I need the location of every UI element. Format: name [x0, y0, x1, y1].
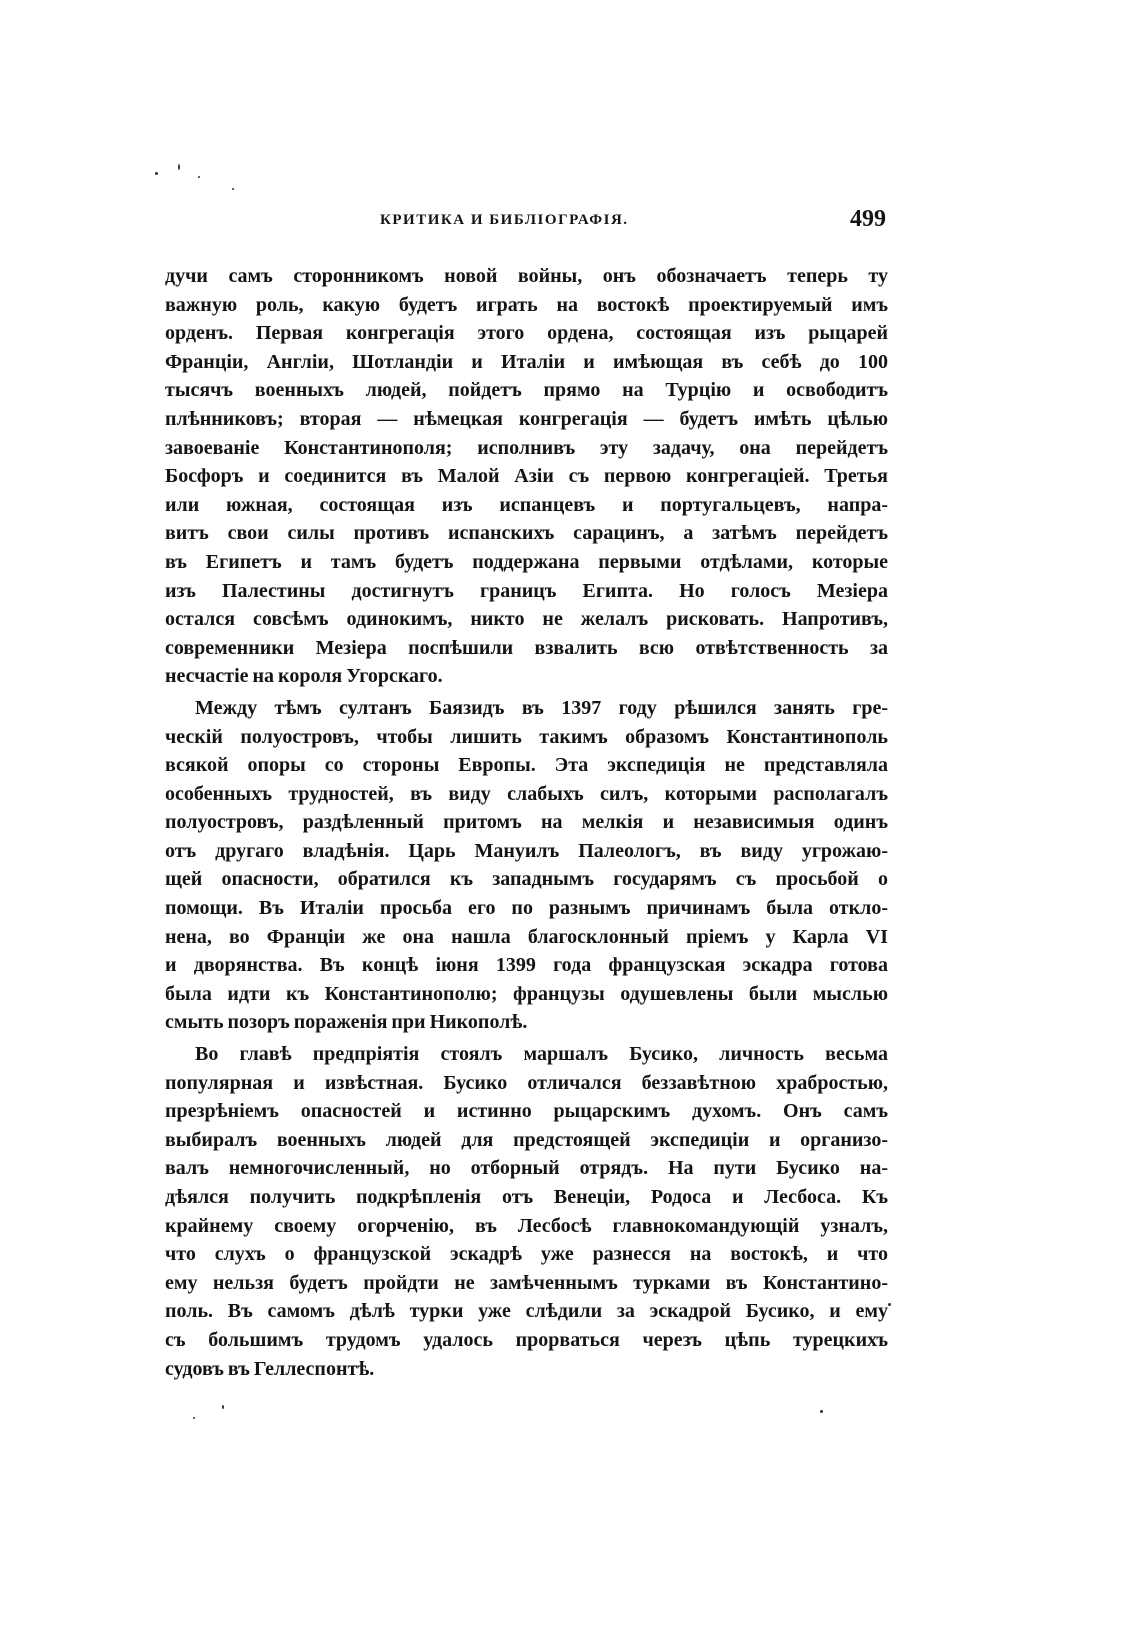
text-line: изъ Палестины достигнутъ границъ Египта. Но голосъ Мезiера: [165, 579, 888, 602]
text-line: важную роль, какую будетъ играть на востокѣ проектируемый имъ: [165, 293, 888, 316]
scan-speck: [193, 1417, 195, 1419]
running-head: КРИТИКА И БИБЛIОГРАФIЯ.: [380, 212, 629, 228]
page-header: [380, 206, 886, 240]
text-line: или южная, состоящая изъ испанцевъ и португальцевъ, напра-: [165, 493, 888, 516]
text-line: и дворянства. Въ концѣ iюня 1399 года французская эскадра готова: [165, 954, 888, 977]
scan-speck: [198, 176, 200, 178]
body-text: [165, 262, 888, 1386]
text-line: дѣялся получить подкрѣпленiя отъ Венецiи, Родоса и Лесбоса. Къ: [165, 1186, 888, 1208]
text-line: дучи самъ сторонникомъ новой войны, онъ обозначаетъ теперь ту: [165, 265, 888, 287]
text-line: съ большимъ трудомъ удалось прорваться черезъ цѣпь турецкихъ: [165, 1328, 888, 1351]
scan-speck: [232, 188, 234, 190]
text-line: поль. Въ самомъ дѣлѣ турки уже слѣдили за эскадрой Бусико, и ему: [165, 1300, 888, 1323]
text-line: орденъ. Первая конгрегацiя этого ордена, состоящая изъ рыцарей: [165, 322, 888, 345]
scan-speck: [888, 1303, 891, 1306]
text-line: всякой опоры со стороны Европы. Эта экспедицiя не представляла: [165, 754, 888, 777]
text-line: Босфоръ и соединится въ Малой Азiи съ первою конгрегацiей. Третья: [165, 465, 888, 488]
text-line: нена, во Францiи же она нашла благосклонный прiемъ у Карла VI: [165, 925, 888, 948]
text-line: завоеванiе Константинополя; исполнивъ эту задачу, она перейдетъ: [165, 436, 888, 459]
text-line: плѣнниковъ; вторая — нѣмецкая конгрегацiя — будетъ имѣть цѣлью: [165, 407, 888, 430]
text-line: что слухъ о французской эскадрѣ уже разнесся на востокѣ, и что: [165, 1243, 888, 1266]
scan-speck: [155, 172, 158, 175]
paragraph-2: [165, 694, 888, 1037]
text-line: валъ немногочисленный, но отборный отрядъ. На пути Бусико на-: [165, 1157, 888, 1180]
text-line: Францiи, Англiи, Шотландiи и Италiи и имѣющая въ себѣ до 100: [165, 350, 888, 373]
text-line: смыть позоръ пораженiя при Никополѣ.: [165, 1011, 528, 1034]
paragraph-3: [165, 1040, 888, 1383]
text-line: была идти къ Константинополю; французы одушевлены были мыслью: [165, 982, 888, 1005]
scan-speck: [820, 1410, 823, 1413]
text-line: ческiй полуостровъ, чтобы лишить такимъ образомъ Константинополь: [165, 725, 888, 748]
text-line: отъ другаго владѣнiя. Царь Мануилъ Палеологъ, въ виду угрожаю-: [165, 839, 888, 862]
text-line: Во главѣ предпрiятiя стоялъ маршалъ Бусико, личность весьма: [195, 1043, 888, 1066]
text-line: щей опасности, обратился къ западнымъ государямъ съ просьбой о: [165, 868, 888, 891]
text-line: Между тѣмъ султанъ Баязидъ въ 1397 году рѣшился занять гре-: [195, 696, 888, 719]
text-line: въ Египетъ и тамъ будетъ поддержана первыми отдѣлами, которые: [165, 550, 888, 573]
text-line: особенныхъ трудностей, въ виду слабыхъ силъ, которыми располагалъ: [165, 782, 888, 805]
text-line: несчастiе на короля Угорскаго.: [165, 665, 443, 688]
scan-speck: [178, 164, 180, 170]
text-line: современники Мезiера поспѣшили взвалить всю отвѣтственность за: [165, 636, 888, 659]
paragraph-1: [165, 262, 888, 691]
text-line: презрѣнiемъ опасностей и истинно рыцарскимъ духомъ. Онъ самъ: [165, 1100, 888, 1123]
scan-speck: [222, 1405, 224, 1409]
text-line: тысячъ военныхъ людей, пойдетъ прямо на Турцiю и освободитъ: [165, 379, 888, 402]
text-line: ему нельзя будетъ пройдти не замѣченнымъ турками въ Константино-: [165, 1271, 888, 1294]
text-line: судовъ въ Геллеспонтѣ.: [165, 1357, 375, 1380]
text-line: популярная и извѣстная. Бусико отличался беззавѣтною храбростью,: [165, 1071, 888, 1094]
text-line: выбиралъ военныхъ людей для предстоящей экспедицiи и организо-: [165, 1128, 888, 1151]
text-line: крайнему своему огорченiю, въ Лесбосѣ главнокомандующiй узналъ,: [165, 1214, 888, 1237]
text-line: витъ свои силы противъ испанскихъ сарацинъ, а затѣмъ перейдетъ: [165, 522, 888, 545]
text-line: остался совсѣмъ одинокимъ, никто не желалъ рисковать. Напротивъ,: [165, 608, 888, 631]
text-line: помощи. Въ Италiи просьба его по разнымъ причинамъ была откло-: [165, 897, 888, 920]
text-line: полуостровъ, раздѣленный притомъ на мелкiя и независимыя одинъ: [165, 811, 888, 834]
page-number: 499: [850, 206, 886, 232]
